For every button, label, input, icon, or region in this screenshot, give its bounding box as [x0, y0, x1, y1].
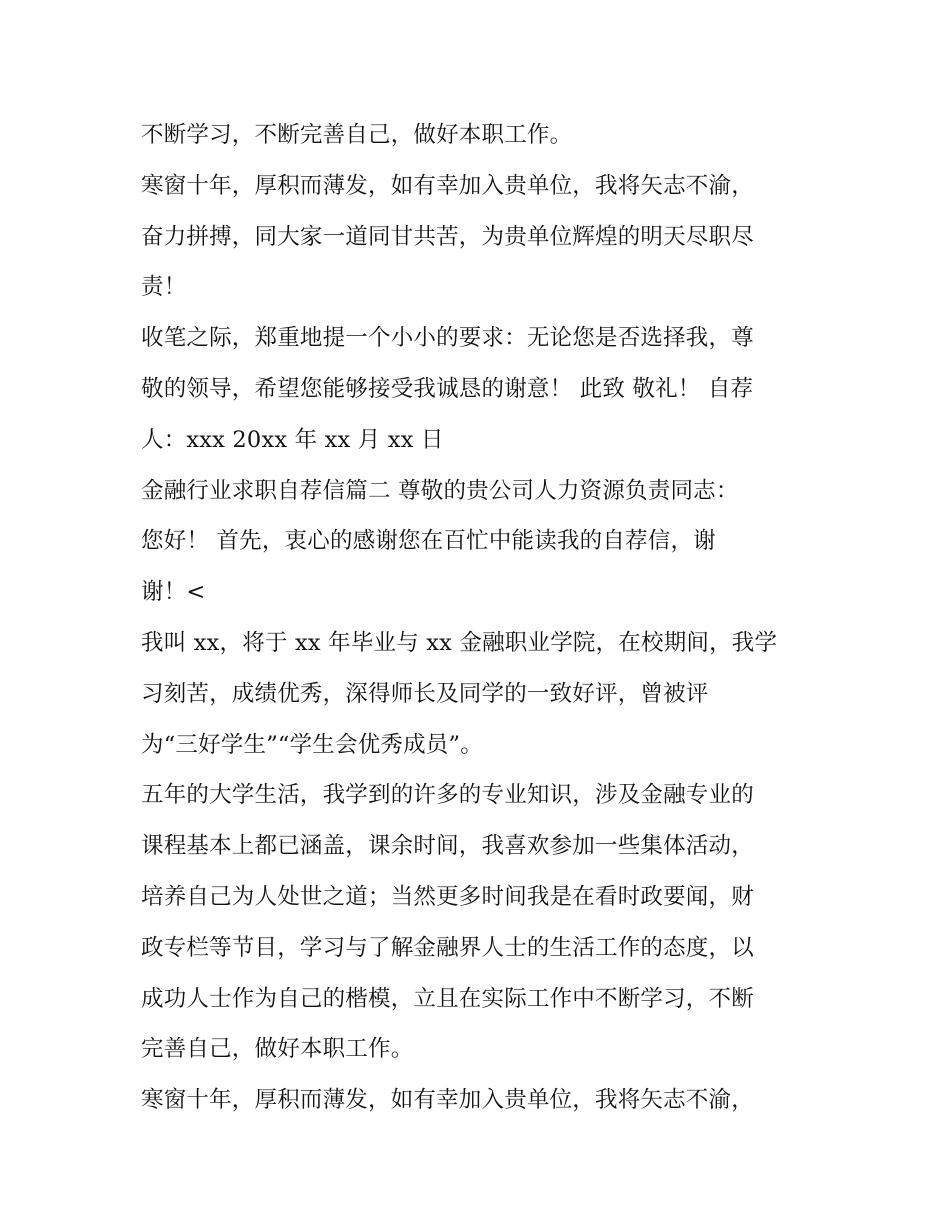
- text-line: 课程基本上都已涵盖，课余时间，我喜欢参加一些集体活动，: [141, 833, 754, 860]
- text-line: 您好！ 首先，衷心的感谢您在百忙中能读我的自荐信，谢: [141, 528, 716, 555]
- text-line: 五年的大学生活，我学到的许多的专业知识，涉及金融专业的: [141, 782, 754, 809]
- text-line: 谢！<: [141, 579, 206, 606]
- text-line: 敬的领导，希望您能够接受我诚恳的谢意！ 此致 敬礼！ 自荐: [141, 375, 754, 402]
- text-line: 金融行业求职自荐信篇二 尊敬的贵公司人力资源负责同志：: [141, 477, 739, 504]
- text-line: 人：xxx 20xx 年 xx 月 xx 日: [141, 426, 444, 453]
- text-line: 政专栏等节目，学习与了解金融界人士的生活工作的态度，以: [141, 934, 754, 961]
- text-line: 为“三好学生”“学生会优秀成员”。: [141, 731, 483, 758]
- text-line: 寒窗十年，厚积而薄发，如有幸加入贵单位，我将矢志不渝，: [141, 172, 754, 199]
- text-line: 寒窗十年，厚积而薄发，如有幸加入贵单位，我将矢志不渝，: [141, 1087, 754, 1114]
- text-line: 奋力拼搏，同大家一道同甘共苦，为贵单位辉煌的明天尽职尽: [141, 223, 754, 250]
- text-line: 收笔之际，郑重地提一个小小的要求：无论您是否选择我，尊: [141, 325, 754, 352]
- text-line: 责！: [141, 274, 187, 301]
- text-line: 成功人士作为自己的楷模，立且在实际工作中不断学习，不断: [141, 985, 754, 1012]
- text-line: 我叫 xx，将于 xx 年毕业与 xx 金融职业学院，在校期间，我学: [141, 629, 778, 656]
- document-body: [141, 110, 821, 1126]
- text-line: 不断学习，不断完善自己，做好本职工作。: [141, 122, 573, 148]
- text-line: 完善自己，做好本职工作。: [141, 1036, 414, 1063]
- text-line: 培养自己为人处世之道；当然更多时间我是在看时政要闻，财: [141, 883, 754, 910]
- text-line: 习刻苦，成绩优秀，深得师长及同学的一致好评，曾被评: [141, 680, 709, 707]
